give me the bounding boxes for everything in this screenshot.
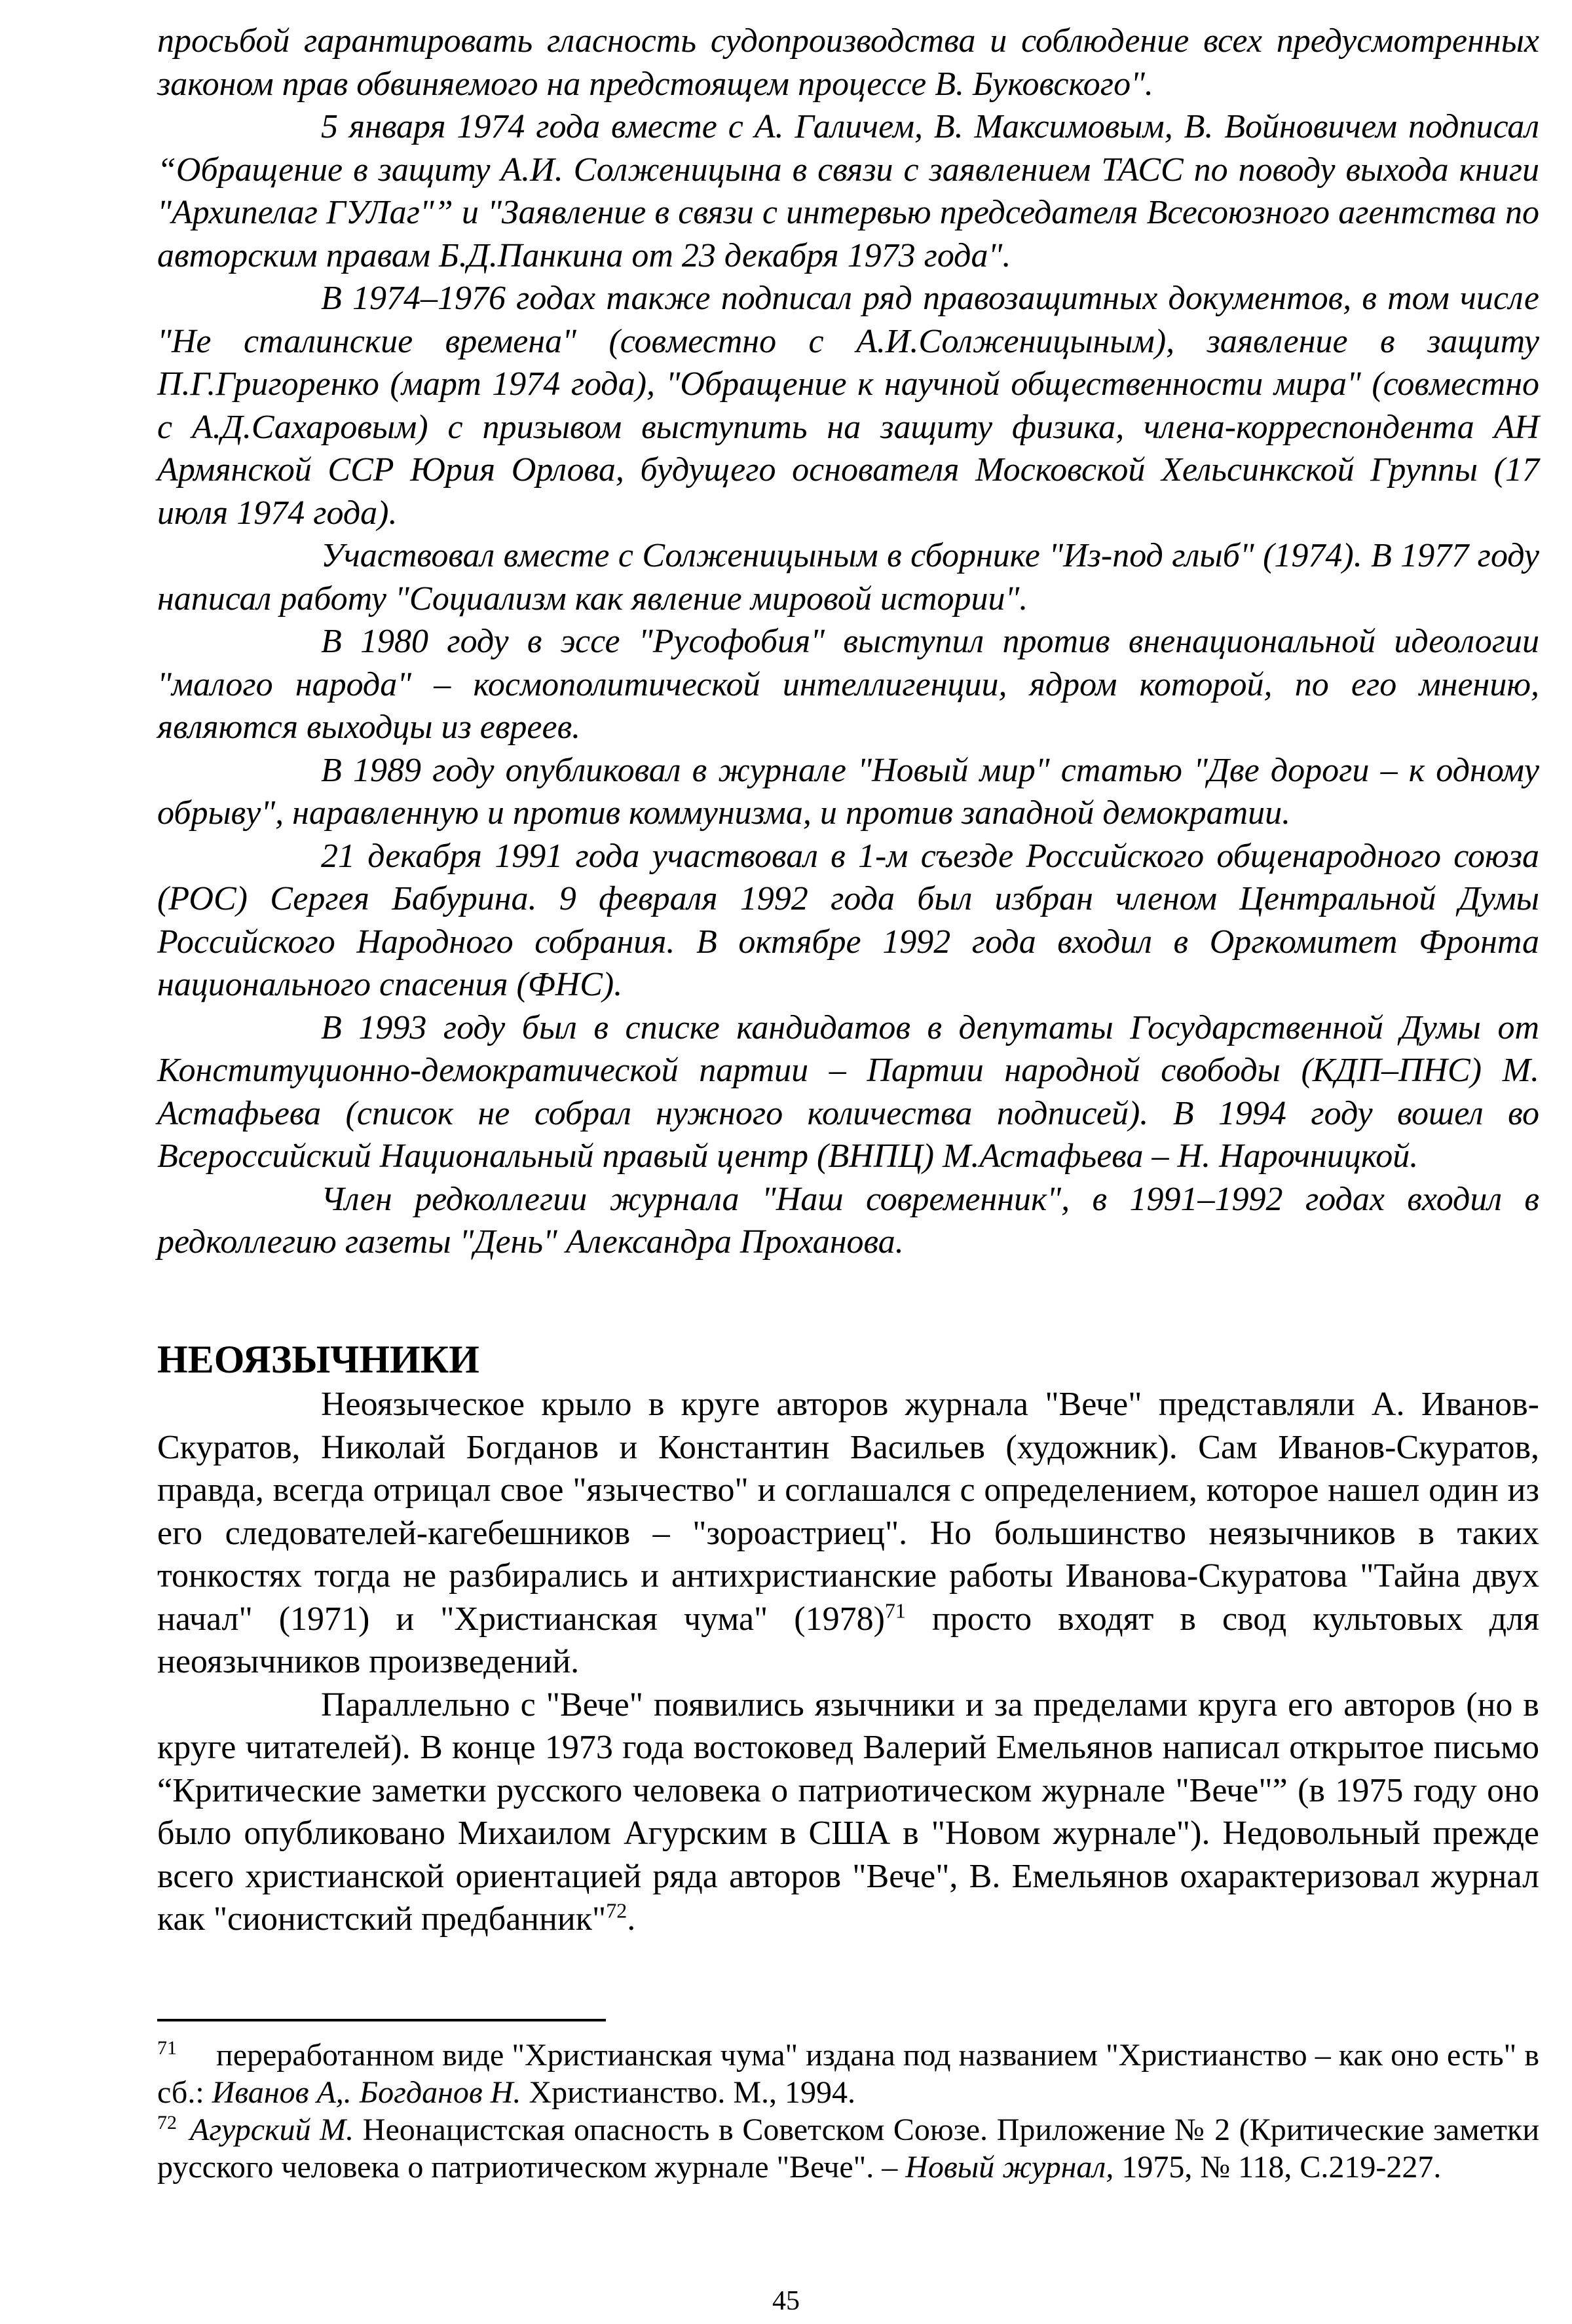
footnote-72 — [157, 2111, 1539, 2186]
section-heading: НЕОЯЗЫЧНИКИ — [157, 1338, 479, 1381]
footnote-ref-72[interactable]: 72 — [606, 1898, 627, 1923]
footnote-journal: Новый журнал, — [905, 2150, 1114, 2185]
paragraph-1991: 21 декабря 1991 года участвовал в 1-м съезде Российского общенародного союза (РОС) Сергея Бабурина. 9 февраля 1992 года был избран членом Центральной Думы Российского Народного собрания. В октябре 1992 года входил в Оргкомитет Фронта национального спасения (ФНС). — [157, 837, 1539, 1003]
paragraph-text: . — [627, 1900, 636, 1938]
footnote-text: переработанном виде "Христианская чума" издана под названием "Христианство – как оно есть" в сб.: — [157, 2038, 1539, 2110]
section-paragraph-1 — [157, 1383, 1539, 1684]
paragraph-continuation: просьбой гарантировать гласность судопроизводства и соблюдение всех предусмотренных законом прав обвиняемого на предстоящем процессе В. Буковского". — [157, 22, 1539, 103]
footnote-71 — [157, 2037, 1539, 2111]
paragraph-1993: В 1993 году был в списке кандидатов в депутаты Государственной Думы от Конституционно-демократической партии – Партии народной свободы (КДП–ПНС) М. Астафьева (список не собрал нужного количества подписей). В 1994 году вошел во Всероссийский Национальный правый центр (ВНПЦ) М.Астафьева – Н. Нарочницкой. — [157, 1008, 1539, 1175]
paragraph-1974-1976: В 1974–1976 годах также подписал ряд правозащитных документов, в том числе "Не сталинские времена" (совместно с А.И.Солженицыным), заявление в защиту П.Г.Григоренко (март 1974 года), "Обращение к научной общественности мира" (совместно с А.Д.Сахаровым) с призывом выступить на защиту физика, члена-корреспондента АН Армянской ССР Юрия Орлова, будущего основателя Московской Хельсинкской Группы (17 июля 1974 года). — [157, 280, 1539, 532]
upper-text-block — [157, 20, 1539, 1264]
footnote-text: Христианство. М., 1994. — [521, 2075, 856, 2110]
footnote-number: 71 — [157, 2037, 177, 2059]
paragraph-rusofobiya: В 1980 году в эссе "Русофобия" выступил против вненациональной идеологии "малого народа" – космополитической интеллигенции, ядром которой, по его мнению, являются выходцы из евреев. — [157, 623, 1539, 746]
footnote-text: Неонацистская опасность в Советском Союзе. Приложение № 2 (Критические заметки русского человека о патриотическом журнале "Вече". – — [157, 2112, 1540, 2185]
footnotes — [157, 2037, 1539, 2186]
paragraph-1989: В 1989 году опубликовал в журнале "Новый мир" статью "Две дороги – к одному обрыву", наравленную и против коммунизма, и против западной демократии. — [157, 751, 1539, 832]
paragraph-text: Неоязыческое крыло в круге авторов журнала "Вече" представляли А. Иванов-Скуратов, Николай Богданов и Константин Васильев (художник). Сам Иванов-Скуратов, правда, всегда отрицал свое "язычество" и соглашался с определением, которое нашел один из его следователей-кагебешников – "зороастриец". Но большинство неязычников в таких тонкостях тогда не разбирались и антихристианские работы Иванова-Скуратова "Тайна двух начал" (1971) и "Христианская чума" (1978) — [157, 1386, 1539, 1638]
section-paragraph-2 — [157, 1684, 1539, 1941]
paragraph-text: Параллельно с "Вече" появились язычники и за пределами круга его авторов (но в круге читателей). В конце 1973 года востоковед Валерий Емельянов написал открытое письмо “Критические заметки русского человека о патриотическом журнале "Вече"” (в 1975 году оно было опубликовано Михаилом Агурским в США в "Новом журнале"). Недовольный прежде всего христианской ориентацией ряда авторов "Вече", В. Емельянов охарактеризовал журнал как "сионистский предбанник" — [157, 1686, 1539, 1938]
footnote-authors: Иванов А,. Богданов Н. — [212, 2075, 521, 2110]
paragraph-redkollegiya: Член редколлегии журнала "Наш современник", в 1991–1992 годах входил в редколлегию газеты "День" Александра Проханова. — [157, 1180, 1539, 1261]
footnote-ref-71[interactable]: 71 — [884, 1598, 906, 1623]
footnote-text: 1975, № 118, С.219-227. — [1114, 2150, 1442, 2185]
footnote-number: 72 — [157, 2112, 177, 2133]
neoyazychniki-section — [157, 1336, 1539, 1941]
paragraph-1974-january: 5 января 1974 года вместе с А. Галичем, В. Максимовым, В. Войновичем подписал “Обращение в защиту А.И. Солженицына в связи с заявлением ТАСС по поводу выхода книги "Архипелаг ГУЛаг"” и "Заявление в связи с интервью председателя Всесоюзного агентства по авторским правам Б.Д.Панкина от 23 декабря 1973 года". — [157, 108, 1539, 274]
page-number: 45 — [772, 2286, 800, 2316]
paragraph-text: просто входят в свод культовых для неоязычников произведений. — [157, 1600, 1540, 1680]
footnote-author: Агурский М. — [190, 2112, 354, 2147]
footnote-separator — [157, 2019, 606, 2021]
paragraph-iz-pod-glyb: Участвовал вместе с Солженицыным в сборнике "Из-под глыб" (1974). В 1977 году написал работу "Социализм как явление мировой истории". — [157, 537, 1539, 618]
